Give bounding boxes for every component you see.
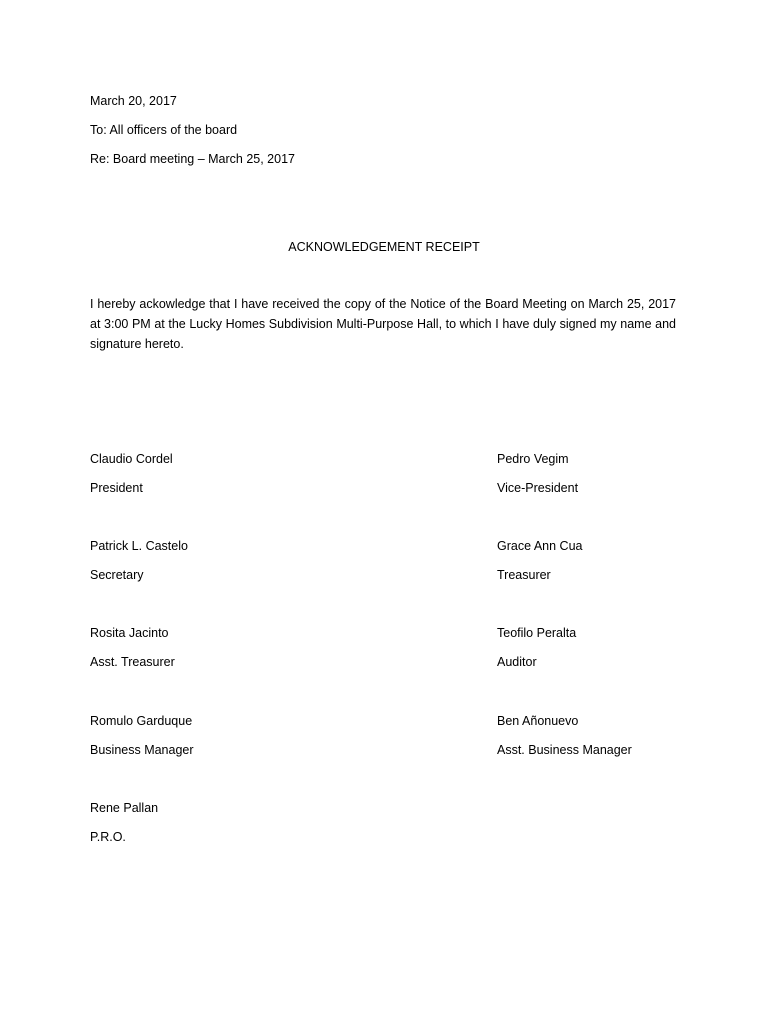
signatory-position: Vice-President (497, 481, 579, 495)
signatory-position: Secretary (90, 568, 144, 582)
memo-subject: Re: Board meeting – March 25, 2017 (90, 152, 295, 166)
acknowledgement-paragraph: I hereby ackowledge that I have received the copy of the Notice of the Board Meeting on March 25, 2017 at 3:00 PM at the Lucky Homes Subdivision Multi-Purpose Hall, to which I have duly signed my name and signature hereto. (90, 297, 676, 351)
signatory-name: Ben Añonuevo (497, 714, 579, 728)
signatory-name: Rosita Jacinto (90, 626, 169, 640)
signatory-name: Claudio Cordel (90, 452, 173, 466)
signatory-name: Grace Ann Cua (497, 539, 583, 553)
signatory-position: Business Manager (90, 743, 194, 757)
signatory-name: Pedro Vegim (497, 452, 569, 466)
document-title: ACKNOWLEDGEMENT RECEIPT (288, 240, 480, 254)
signatory-name: Romulo Garduque (90, 714, 193, 728)
signatory-position: Asst. Treasurer (90, 655, 175, 669)
signatory-position: Asst. Business Manager (497, 743, 632, 757)
signatory-position: Auditor (497, 655, 537, 669)
signatory-name: Rene Pallan (90, 801, 159, 815)
memo-date: March 20, 2017 (90, 94, 177, 108)
signatory-position: P.R.O. (90, 830, 126, 844)
signatory-position: President (90, 481, 143, 495)
signatory-position: Treasurer (497, 568, 551, 582)
memo-recipient: To: All officers of the board (90, 123, 238, 137)
signatory-name: Patrick L. Castelo (90, 539, 188, 553)
signatory-name: Teofilo Peralta (497, 626, 577, 640)
